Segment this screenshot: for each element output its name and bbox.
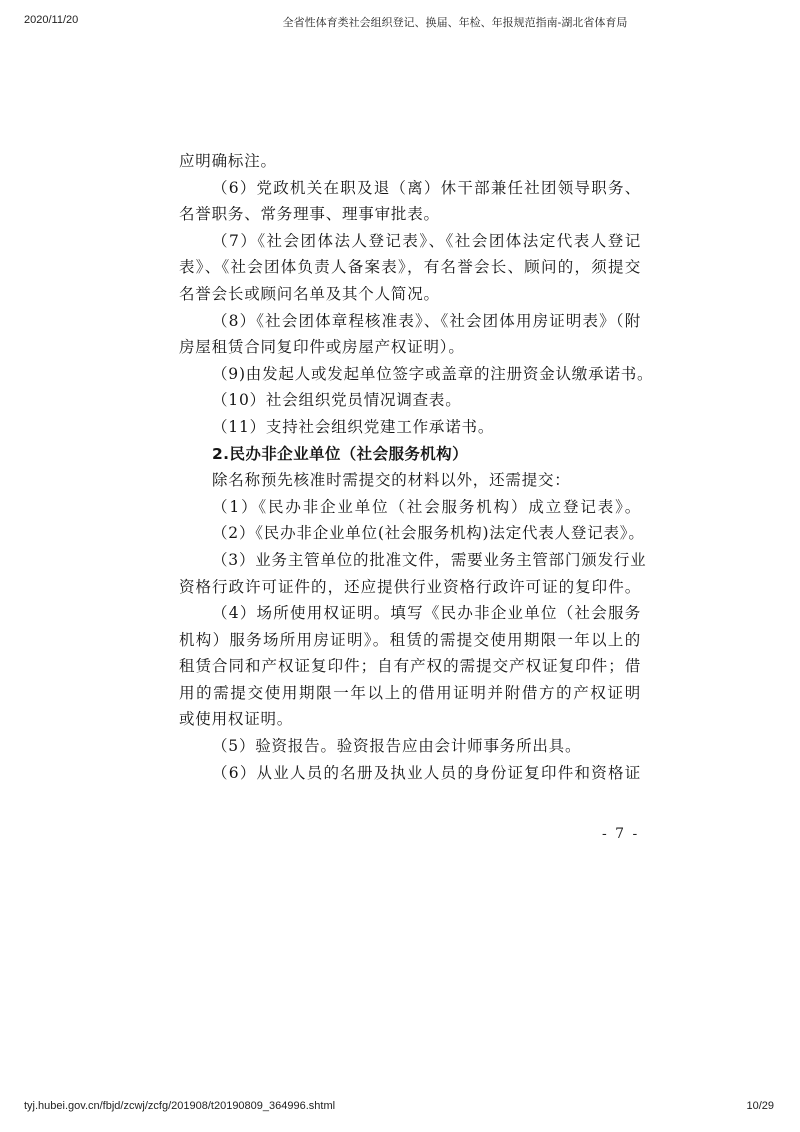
paragraph-line: 房屋租赁合同复印件或房屋产权证明）。	[179, 338, 465, 357]
paragraph-line: （2）《民办非企业单位(社会服务机构)法定代表人登记表》。	[212, 524, 645, 543]
paragraph-line: （3）业务主管单位的批准文件，需要业务主管部门颁发行业	[212, 550, 647, 569]
paragraph-line: （1）《民办非企业单位（社会服务机构）成立登记表》。	[212, 497, 641, 516]
print-date: 2020/11/20	[24, 14, 79, 26]
print-page-title: 全省性体育类社会组织登记、换届、年检、年报规范指南-湖北省体育局	[282, 17, 628, 29]
paragraph-line: 或使用权证明。	[179, 710, 294, 729]
print-page-count: 10/29	[746, 1100, 774, 1112]
print-url: tyj.hubei.gov.cn/fbjd/zcwj/zcfg/201908/t20190809_364996.shtml	[24, 1100, 336, 1112]
paragraph-line: 机构）服务场所用房证明》。租赁的需提交使用期限一年以上的	[179, 630, 641, 649]
paragraph-line: （7）《社会团体法人登记表》、《社会团体法定代表人登记	[212, 231, 641, 250]
paragraph-line: （10）社会组织党员情况调查表。	[212, 391, 462, 410]
paragraph-line: 应明确标注。	[179, 152, 277, 170]
paragraph-line: （5）验资报告。验资报告应由会计师事务所出具。	[212, 737, 582, 756]
browser-print-header	[0, 14, 800, 30]
paragraph-line: （6）从业人员的名册及执业人员的身份证复印件和资格证	[212, 763, 641, 782]
browser-print-footer	[0, 1100, 800, 1116]
document-body	[179, 148, 654, 786]
paragraph-line: 名誉会长或顾问名单及其个人简况。	[179, 284, 440, 303]
paragraph-line: （8）《社会团体章程核准表》、《社会团体用房证明表》（附	[212, 311, 641, 330]
paragraph-line: 租赁合同和产权证复印件；自有产权的需提交产权证复印件；借	[179, 657, 641, 676]
section-heading: 2.民办非企业单位（社会服务机构）	[212, 444, 468, 463]
paragraph-line: 名誉职务、常务理事、理事审批表。	[179, 205, 440, 224]
paragraph-line: 表》、《社会团体负责人备案表》，有名誉会长、顾问的，须提交	[179, 258, 641, 277]
paragraph-line: 用的需提交使用期限一年以上的借用证明并附借方的产权证明	[179, 683, 641, 702]
paragraph-line: （9)由发起人或发起单位签字或盖章的注册资金认缴承诺书。	[212, 364, 654, 383]
paragraph-line: 除名称预先核准时需提交的材料以外，还需提交：	[212, 471, 571, 490]
paragraph-line: （11）支持社会组织党建工作承诺书。	[212, 417, 495, 436]
paragraph-line: （4）场所使用权证明。填写《民办非企业单位（社会服务	[212, 604, 641, 623]
document-page-number: - 7 -	[602, 826, 640, 842]
paragraph-line: （6）党政机关在职及退（离）休干部兼任社团领导职务、	[212, 178, 641, 197]
paragraph-line: 资格行政许可证件的，还应提供行业资格行政许可证的复印件。	[179, 577, 641, 596]
